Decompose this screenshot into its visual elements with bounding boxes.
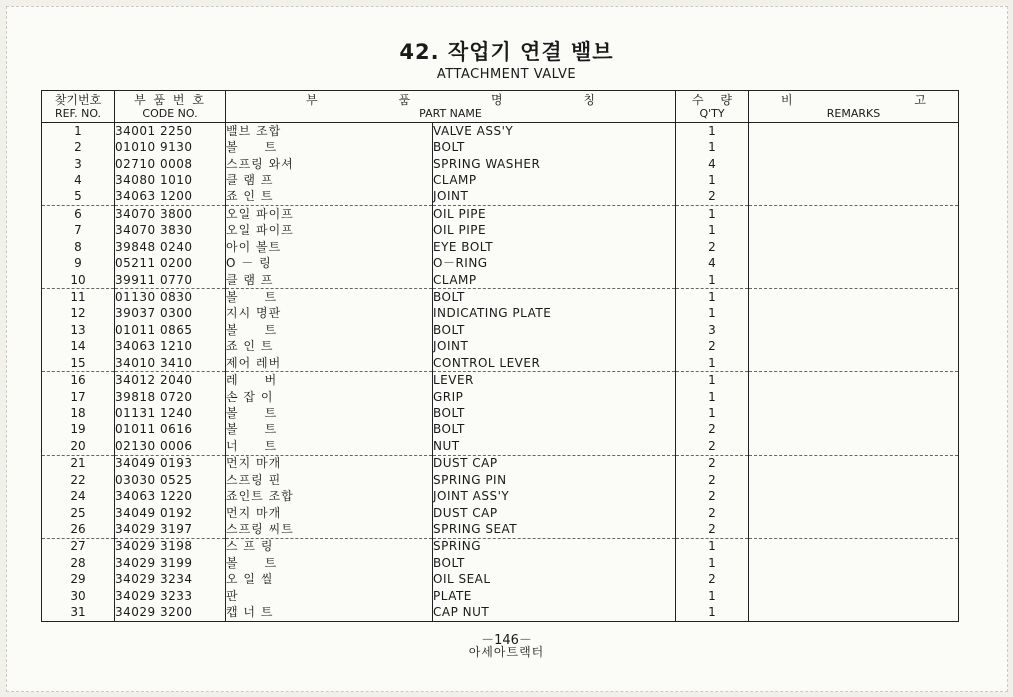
part-name-en-cell: OIL SEAL [433,572,676,588]
qty-cell: 1 [676,172,749,188]
qty-cell: 2 [676,422,749,438]
ref-no-cell: 17 [42,389,115,405]
qty-cell: 1 [676,372,749,389]
part-name-kr-cell: 클 램 프 [226,272,433,289]
table-row [42,521,959,538]
ref-no-cell: 31 [42,604,115,621]
qty-header-kr-1: 수 [692,92,704,107]
qty-cell: 1 [676,206,749,223]
qty-cell: 2 [676,505,749,521]
remarks-cell [749,223,959,239]
ref-no-cell: 7 [42,223,115,239]
ref-no-cell: 22 [42,472,115,488]
qty-cell: 1 [676,223,749,239]
remarks-cell [749,189,959,206]
remarks-cell [749,555,959,571]
code-no-cell: 34029 3233 [115,588,226,604]
part-name-kr-cell: 죠 인 트 [226,189,433,206]
part-name-kr-cell: 판 [226,588,433,604]
part-name-en-cell: BOLT [433,422,676,438]
part-name-kr-cell: 오 일 씰 [226,572,433,588]
part-name-en-cell: CONTROL LEVER [433,355,676,372]
part-name-header-kr-1: 부 [306,92,318,107]
table-row [42,123,959,140]
part-name-kr-cell: 먼지 마개 [226,505,433,521]
part-name-en-cell: VALVE ASS'Y [433,123,676,140]
part-name-en-cell: JOINT [433,189,676,206]
code-no-cell: 34029 3198 [115,538,226,555]
remarks-cell [749,306,959,322]
code-no-cell: 01011 0865 [115,322,226,338]
remarks-cell [749,272,959,289]
qty-cell: 2 [676,455,749,472]
qty-cell: 4 [676,156,749,172]
code-no-cell: 34029 3197 [115,521,226,538]
part-name-en-cell: LEVER [433,372,676,389]
part-name-en-cell: BOLT [433,139,676,155]
company-name: 아세아트랙터 [468,645,545,659]
parts-table-body [42,123,959,622]
code-no-cell: 34012 2040 [115,372,226,389]
table-row [42,472,959,488]
part-name-en-cell: SPRING WASHER [433,156,676,172]
code-no-cell: 01131 1240 [115,405,226,421]
remarks-cell [749,521,959,538]
page-title-english: ATTACHMENT VALVE [436,67,577,82]
table-row [42,223,959,239]
code-no-header-kr: 부 품 번 호 [134,92,206,107]
code-no-cell: 34070 3800 [115,206,226,223]
part-name-en-cell: BOLT [433,555,676,571]
ref-no-cell: 28 [42,555,115,571]
code-no-cell: 01130 0830 [115,289,226,306]
ref-no-cell: 16 [42,372,115,389]
remarks-cell [749,355,959,372]
qty-cell: 1 [676,604,749,621]
code-no-cell: 34001 2250 [115,123,226,140]
part-name-kr-cell: 볼 트 [226,322,433,338]
part-name-kr-cell: 너 트 [226,438,433,455]
part-name-header-kr-4: 칭 [583,92,595,107]
ref-no-cell: 21 [42,455,115,472]
code-no-cell: 34029 3234 [115,572,226,588]
table-row [42,455,959,472]
table-row [42,488,959,504]
table-row [42,372,959,389]
part-name-kr-cell: 스프링 와셔 [226,156,433,172]
part-name-en-cell: DUST CAP [433,455,676,472]
remarks-cell [749,389,959,405]
ref-no-cell: 14 [42,339,115,355]
remarks-header-kr-1: 비 [781,92,793,107]
qty-cell: 1 [676,389,749,405]
code-no-cell: 03030 0525 [115,472,226,488]
remarks-cell [749,604,959,621]
remarks-cell [749,405,959,421]
remarks-cell [749,572,959,588]
remarks-header [749,91,959,123]
qty-cell: 2 [676,521,749,538]
part-name-en-cell: PLATE [433,588,676,604]
qty-header-en: Q'TY [699,106,725,120]
table-row [42,189,959,206]
part-name-en-cell: BOLT [433,289,676,306]
part-name-kr-cell: 캡 너 트 [226,604,433,621]
ref-no-header-kr: 찾기번호 [54,92,102,107]
remarks-cell [749,156,959,172]
part-name-kr-cell: 스 프 링 [226,538,433,555]
code-no-cell: 34029 3199 [115,555,226,571]
table-row [42,389,959,405]
remarks-cell [749,172,959,188]
part-name-en-cell: BOLT [433,322,676,338]
remarks-cell [749,339,959,355]
part-name-kr-cell: 오일 파이프 [226,206,433,223]
remarks-cell [749,372,959,389]
part-name-kr-cell: 죠 인 트 [226,339,433,355]
table-row [42,139,959,155]
ref-no-cell: 25 [42,505,115,521]
ref-no-cell: 12 [42,306,115,322]
remarks-cell [749,488,959,504]
table-header-row [42,91,959,123]
table-row [42,588,959,604]
part-name-en-cell: SPRING [433,538,676,555]
ref-no-cell: 26 [42,521,115,538]
qty-cell: 2 [676,438,749,455]
remarks-cell [749,206,959,223]
ref-no-cell: 19 [42,422,115,438]
ref-no-cell: 4 [42,172,115,188]
ref-no-header [42,91,115,123]
qty-cell: 2 [676,339,749,355]
part-name-kr-cell: 볼 트 [226,139,433,155]
part-name-en-cell: GRIP [433,389,676,405]
part-name-en-cell: EYE BOLT [433,239,676,255]
qty-cell: 1 [676,289,749,306]
table-row [42,505,959,521]
table-row [42,272,959,289]
code-no-cell: 34063 1200 [115,189,226,206]
table-row [42,172,959,188]
part-name-en-cell: SPRING SEAT [433,521,676,538]
part-name-en-cell: JOINT [433,339,676,355]
code-no-cell: 05211 0200 [115,255,226,271]
ref-no-cell: 24 [42,488,115,504]
remarks-cell [749,239,959,255]
part-name-kr-cell: 지시 명판 [226,306,433,322]
qty-cell: 2 [676,572,749,588]
part-name-kr-cell: 클 램 프 [226,172,433,188]
part-name-kr-cell: O － 링 [226,255,433,271]
remarks-cell [749,255,959,271]
code-no-cell: 34080 1010 [115,172,226,188]
remarks-cell [749,588,959,604]
part-name-kr-cell: 스프링 씨트 [226,521,433,538]
part-name-kr-cell: 밸브 조합 [226,123,433,140]
code-no-cell: 39037 0300 [115,306,226,322]
remarks-cell [749,505,959,521]
table-row [42,604,959,621]
parts-table [41,90,959,622]
part-name-en-cell: CLAMP [433,272,676,289]
part-name-kr-cell: 볼 트 [226,422,433,438]
part-name-kr-cell: 먼지 마개 [226,455,433,472]
table-row [42,538,959,555]
code-no-cell: 39818 0720 [115,389,226,405]
part-name-kr-cell: 레 버 [226,372,433,389]
ref-no-cell: 5 [42,189,115,206]
part-name-header-kr-3: 명 [490,92,503,107]
table-row [42,306,959,322]
table-row [42,555,959,571]
part-name-en-cell: SPRING PIN [433,472,676,488]
part-name-kr-cell: 스프링 핀 [226,472,433,488]
part-name-header [226,91,676,123]
code-no-cell: 02130 0006 [115,438,226,455]
part-name-en-cell: INDICATING PLATE [433,306,676,322]
code-no-cell: 34063 1220 [115,488,226,504]
table-row [42,206,959,223]
qty-cell: 2 [676,488,749,504]
part-name-header-kr-2: 품 [398,92,411,107]
part-name-en-cell: JOINT ASS'Y [433,488,676,504]
qty-cell: 1 [676,588,749,604]
part-name-kr-cell: 오일 파이프 [226,223,433,239]
part-name-header-kr [226,94,675,107]
code-no-header-en: CODE NO. [142,106,198,120]
code-no-cell: 34010 3410 [115,355,226,372]
qty-cell: 1 [676,272,749,289]
qty-header-kr [676,94,748,107]
table-row [42,405,959,421]
part-name-en-cell: OIL PIPE [433,206,676,223]
ref-no-cell: 9 [42,255,115,271]
table-row [42,322,959,338]
remarks-cell [749,139,959,155]
ref-no-cell: 8 [42,239,115,255]
qty-cell: 1 [676,139,749,155]
table-row [42,572,959,588]
table-row [42,156,959,172]
code-no-cell: 01010 9130 [115,139,226,155]
table-row [42,339,959,355]
ref-no-cell: 11 [42,289,115,306]
part-name-kr-cell: 손 잡 이 [226,389,433,405]
qty-header-kr-2: 량 [720,92,732,107]
part-name-kr-cell: 볼 트 [226,405,433,421]
part-name-en-cell: CAP NUT [433,604,676,621]
table-row [42,422,959,438]
code-no-cell: 39911 0770 [115,272,226,289]
qty-cell: 4 [676,255,749,271]
ref-no-cell: 1 [42,123,115,140]
ref-no-cell: 27 [42,538,115,555]
part-name-en-cell: NUT [433,438,676,455]
part-name-kr-cell: 아이 볼트 [226,239,433,255]
code-no-cell: 34049 0193 [115,455,226,472]
table-row [42,239,959,255]
remarks-cell [749,123,959,140]
qty-cell: 2 [676,239,749,255]
ref-no-cell: 10 [42,272,115,289]
table-row [42,255,959,271]
qty-cell: 1 [676,405,749,421]
remarks-header-en: REMARKS [826,106,881,120]
remarks-cell [749,422,959,438]
remarks-cell [749,289,959,306]
code-no-cell: 34063 1210 [115,339,226,355]
code-no-cell: 34049 0192 [115,505,226,521]
code-no-cell: 39848 0240 [115,239,226,255]
page-title-korean: 42. 작업기 연결 밸브 [399,40,614,64]
qty-cell: 1 [676,538,749,555]
code-no-header [115,91,226,123]
qty-cell: 3 [676,322,749,338]
part-name-en-cell: DUST CAP [433,505,676,521]
part-name-header-en: PART NAME [419,106,482,120]
qty-cell: 2 [676,472,749,488]
part-name-kr-cell: 죠인트 조합 [226,488,433,504]
qty-cell: 1 [676,123,749,140]
ref-no-cell: 30 [42,588,115,604]
qty-header [676,91,749,123]
remarks-cell [749,322,959,338]
qty-cell: 1 [676,306,749,322]
part-name-kr-cell: 볼 트 [226,555,433,571]
remarks-cell [749,438,959,455]
qty-cell: 1 [676,355,749,372]
code-no-cell: 34070 3830 [115,223,226,239]
ref-no-cell: 15 [42,355,115,372]
part-name-en-cell: BOLT [433,405,676,421]
remarks-header-kr [749,94,958,107]
part-name-kr-cell: 제어 레버 [226,355,433,372]
page-number: －146－ [481,633,532,648]
table-row [42,355,959,372]
ref-no-cell: 20 [42,438,115,455]
code-no-cell: 34029 3200 [115,604,226,621]
ref-no-header-en: REF. NO. [54,106,102,120]
remarks-header-kr-2: 고 [914,92,926,107]
part-name-kr-cell: 볼 트 [226,289,433,306]
ref-no-cell: 2 [42,139,115,155]
ref-no-cell: 18 [42,405,115,421]
table-row [42,438,959,455]
code-no-cell: 01011 0616 [115,422,226,438]
remarks-cell [749,455,959,472]
ref-no-cell: 6 [42,206,115,223]
code-no-cell: 02710 0008 [115,156,226,172]
ref-no-cell: 29 [42,572,115,588]
part-name-en-cell: OIL PIPE [433,223,676,239]
part-name-en-cell: CLAMP [433,172,676,188]
part-name-en-cell: O－RING [433,255,676,271]
table-row [42,289,959,306]
qty-cell: 2 [676,189,749,206]
ref-no-cell: 13 [42,322,115,338]
qty-cell: 1 [676,555,749,571]
ref-no-cell: 3 [42,156,115,172]
remarks-cell [749,538,959,555]
remarks-cell [749,472,959,488]
